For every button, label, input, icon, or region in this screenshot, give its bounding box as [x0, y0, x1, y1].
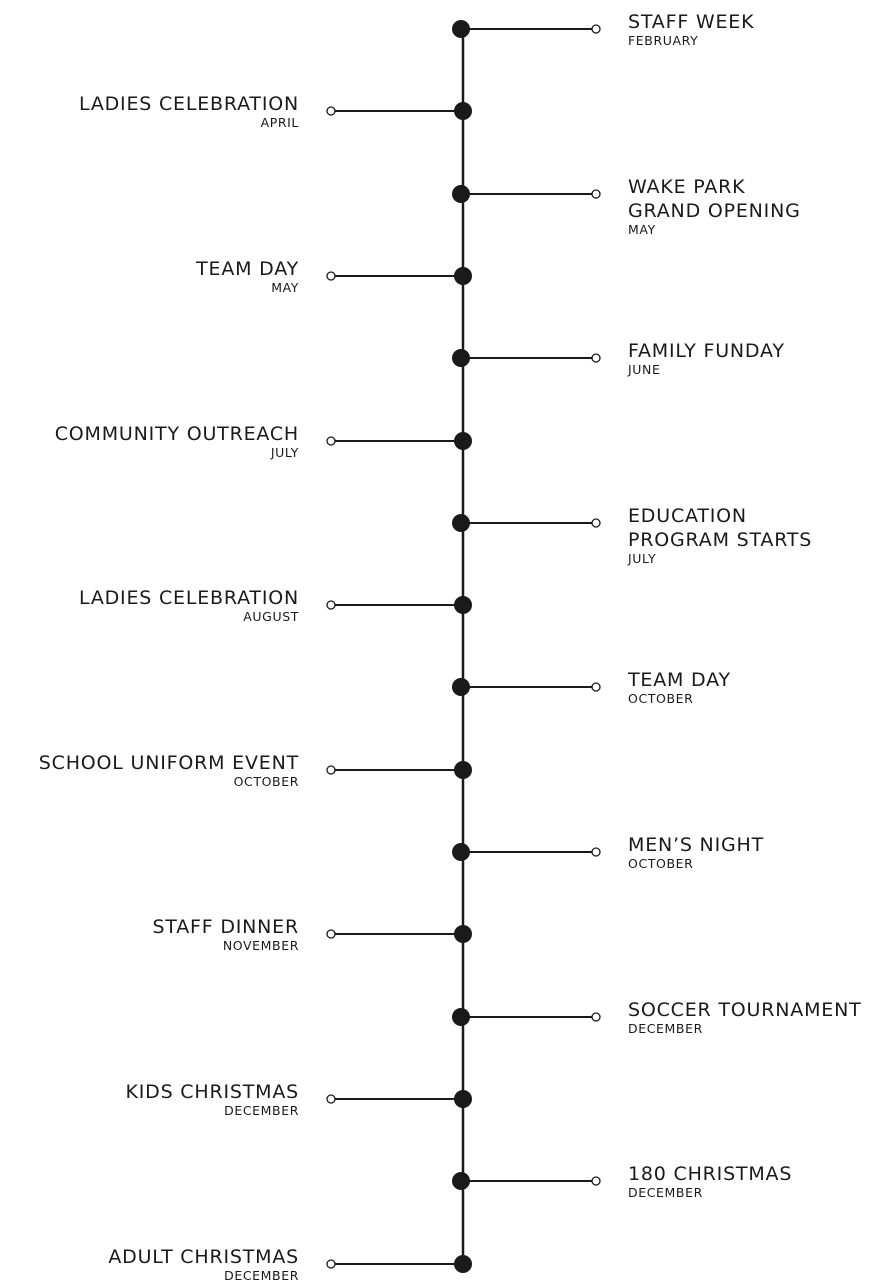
- timeline-event: [452, 999, 862, 1036]
- event-title: LADIES CELEBRATION: [79, 93, 299, 115]
- event-date: AUGUST: [243, 609, 299, 624]
- event-title: LADIES CELEBRATION: [79, 587, 299, 609]
- timeline-node: [454, 432, 472, 450]
- event-title: GRAND OPENING: [628, 200, 801, 222]
- event-date: FEBRUARY: [628, 33, 699, 48]
- timeline-node: [454, 267, 472, 285]
- timeline-event: [452, 1163, 792, 1200]
- timeline-node: [452, 1008, 470, 1026]
- timeline-events: [39, 11, 862, 1283]
- timeline-node: [454, 761, 472, 779]
- event-date: OCTOBER: [628, 691, 694, 706]
- endpoint-marker: [327, 1095, 335, 1103]
- timeline-event: [79, 587, 472, 624]
- event-title: KIDS CHRISTMAS: [125, 1081, 299, 1103]
- timeline-node: [452, 514, 470, 532]
- event-date: JULY: [270, 445, 299, 460]
- timeline-node: [452, 349, 470, 367]
- event-title: STAFF DINNER: [152, 916, 299, 938]
- timeline-event: [126, 1081, 472, 1118]
- timeline-event: [152, 916, 472, 953]
- timeline-event: [452, 340, 785, 377]
- event-date: OCTOBER: [233, 774, 299, 789]
- event-date: DECEMBER: [628, 1185, 703, 1200]
- endpoint-marker: [327, 272, 335, 280]
- timeline-event: [55, 423, 472, 460]
- timeline-event: [452, 176, 801, 237]
- endpoint-marker: [592, 25, 600, 33]
- timeline-event: [195, 258, 472, 295]
- event-title: FAMILY FUNDAY: [628, 340, 785, 362]
- endpoint-marker: [592, 1013, 600, 1021]
- timeline-event: [108, 1246, 472, 1283]
- endpoint-marker: [592, 519, 600, 527]
- event-date: JUNE: [628, 362, 661, 377]
- event-title: 180 CHRISTMAS: [628, 1163, 793, 1185]
- timeline-node: [454, 596, 472, 614]
- event-date: MAY: [271, 280, 299, 295]
- event-title: SCHOOL UNIFORM EVENT: [38, 752, 299, 774]
- timeline-node: [454, 925, 472, 943]
- timeline-node: [452, 20, 470, 38]
- timeline-node: [452, 843, 470, 861]
- timeline-event: [452, 834, 764, 871]
- endpoint-marker: [327, 766, 335, 774]
- endpoint-marker: [592, 190, 600, 198]
- timeline-node: [454, 1255, 472, 1273]
- event-date: APRIL: [260, 115, 299, 130]
- event-date: DECEMBER: [224, 1103, 299, 1118]
- event-title: COMMUNITY OUTREACH: [54, 423, 299, 445]
- endpoint-marker: [592, 1177, 600, 1185]
- endpoint-marker: [327, 601, 335, 609]
- event-date: MAY: [628, 222, 656, 237]
- timeline-event: [39, 752, 472, 789]
- event-title: MEN’S NIGHT: [628, 834, 764, 856]
- timeline-node: [454, 102, 472, 120]
- event-title: EDUCATION: [628, 505, 747, 527]
- timeline-event: [452, 669, 731, 706]
- endpoint-marker: [327, 930, 335, 938]
- event-date: OCTOBER: [628, 856, 694, 871]
- event-date: DECEMBER: [224, 1268, 299, 1283]
- endpoint-marker: [592, 848, 600, 856]
- event-title: PROGRAM STARTS: [628, 529, 813, 551]
- event-date: NOVEMBER: [222, 938, 299, 953]
- endpoint-marker: [327, 107, 335, 115]
- event-title: ADULT CHRISTMAS: [108, 1246, 299, 1268]
- timeline-event: [79, 93, 472, 130]
- event-title: WAKE PARK: [628, 176, 746, 198]
- event-title: TEAM DAY: [196, 258, 299, 280]
- endpoint-marker: [327, 437, 335, 445]
- endpoint-marker: [327, 1260, 335, 1268]
- event-title: STAFF WEEK: [628, 11, 755, 33]
- timeline-node: [452, 185, 470, 203]
- timeline-event: [452, 505, 812, 566]
- timeline-node: [454, 1090, 472, 1108]
- timeline-node: [452, 678, 470, 696]
- timeline-event: [452, 11, 754, 48]
- event-title: TEAM DAY: [628, 669, 731, 691]
- event-title: SOCCER TOURNAMENT: [628, 999, 862, 1021]
- event-date: JULY: [628, 551, 657, 566]
- endpoint-marker: [592, 354, 600, 362]
- event-date: DECEMBER: [628, 1021, 703, 1036]
- endpoint-marker: [592, 683, 600, 691]
- timeline-node: [452, 1172, 470, 1190]
